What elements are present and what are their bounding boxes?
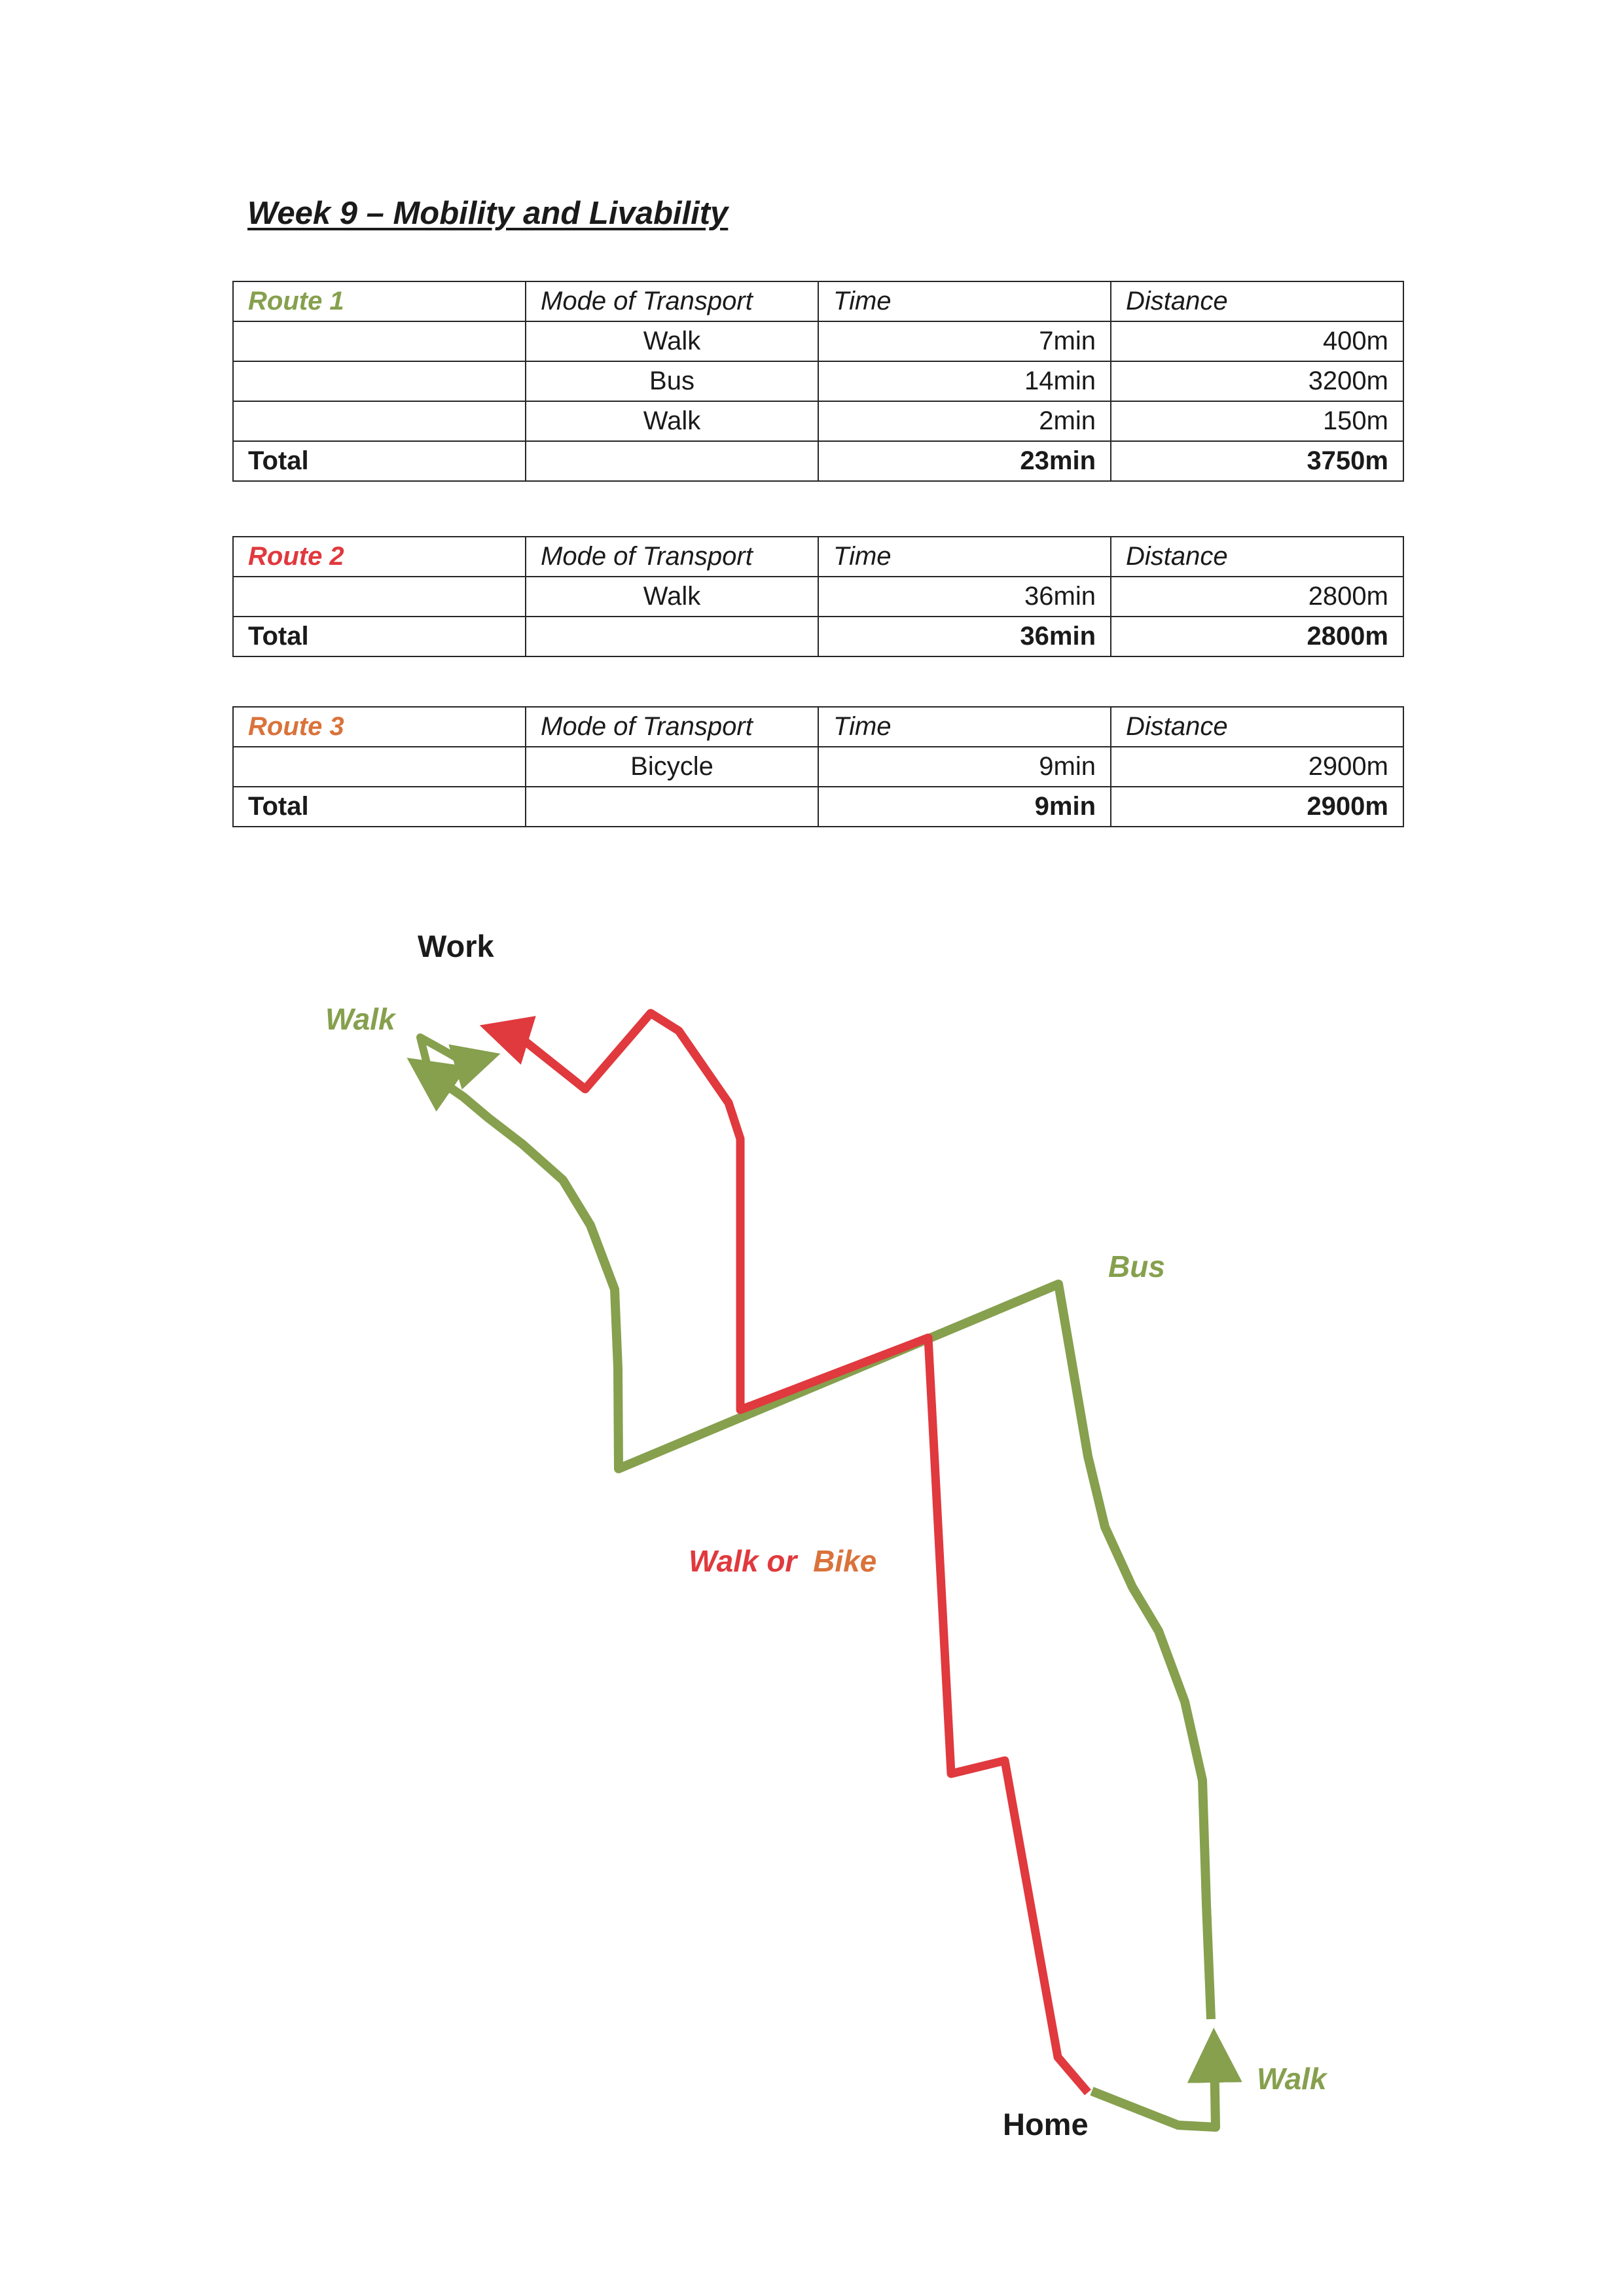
bike-text: Bike (813, 1544, 877, 1578)
mode-cell: Bicycle (526, 747, 818, 787)
time-cell: 2min (818, 401, 1111, 441)
total-label: Total (233, 617, 526, 656)
header-distance: Distance (1111, 707, 1403, 747)
bus-label: Bus (1108, 1249, 1165, 1283)
header-distance: Distance (1111, 281, 1403, 321)
header-time: Time (818, 707, 1111, 747)
route-2-name: Route 2 (233, 537, 526, 577)
walk-top-label: Walk (325, 1002, 395, 1036)
total-time: 23min (818, 441, 1111, 481)
header-time: Time (818, 281, 1111, 321)
header-time: Time (818, 537, 1111, 577)
time-cell: 14min (818, 361, 1111, 401)
mode-cell: Walk (526, 321, 818, 361)
home-label: Home (1003, 2107, 1089, 2142)
total-time: 9min (818, 787, 1111, 827)
route-1-final-walk (420, 1037, 478, 1073)
page-title: Week 9 – Mobility and Livability (247, 196, 729, 231)
work-label: Work (418, 929, 494, 963)
distance-cell: 3200m (1111, 361, 1403, 401)
walk-or-text: Walk or (689, 1544, 797, 1578)
header-mode: Mode of Transport (526, 281, 818, 321)
distance-cell: 400m (1111, 321, 1403, 361)
time-cell: 7min (818, 321, 1111, 361)
header-mode: Mode of Transport (526, 707, 818, 747)
mode-cell: Walk (526, 577, 818, 617)
time-cell: 36min (818, 577, 1111, 617)
distance-cell: 2900m (1111, 747, 1403, 787)
mode-cell: Bus (526, 361, 818, 401)
total-distance: 2800m (1111, 617, 1403, 656)
total-time: 36min (818, 617, 1111, 656)
total-distance: 2900m (1111, 787, 1403, 827)
total-label: Total (233, 441, 526, 481)
header-distance: Distance (1111, 537, 1403, 577)
walk-bottom-label: Walk (1257, 2062, 1327, 2096)
distance-cell: 150m (1111, 401, 1403, 441)
mode-cell: Walk (526, 401, 818, 441)
walk-or-bike-label (689, 1544, 876, 1578)
time-cell: 9min (818, 747, 1111, 787)
total-label: Total (233, 787, 526, 827)
header-mode: Mode of Transport (526, 537, 818, 577)
route-3-name: Route 3 (233, 707, 526, 747)
route-1-line (1092, 2055, 1216, 2127)
distance-cell: 2800m (1111, 577, 1403, 617)
total-distance: 3750m (1111, 441, 1403, 481)
route-1-name: Route 1 (233, 281, 526, 321)
